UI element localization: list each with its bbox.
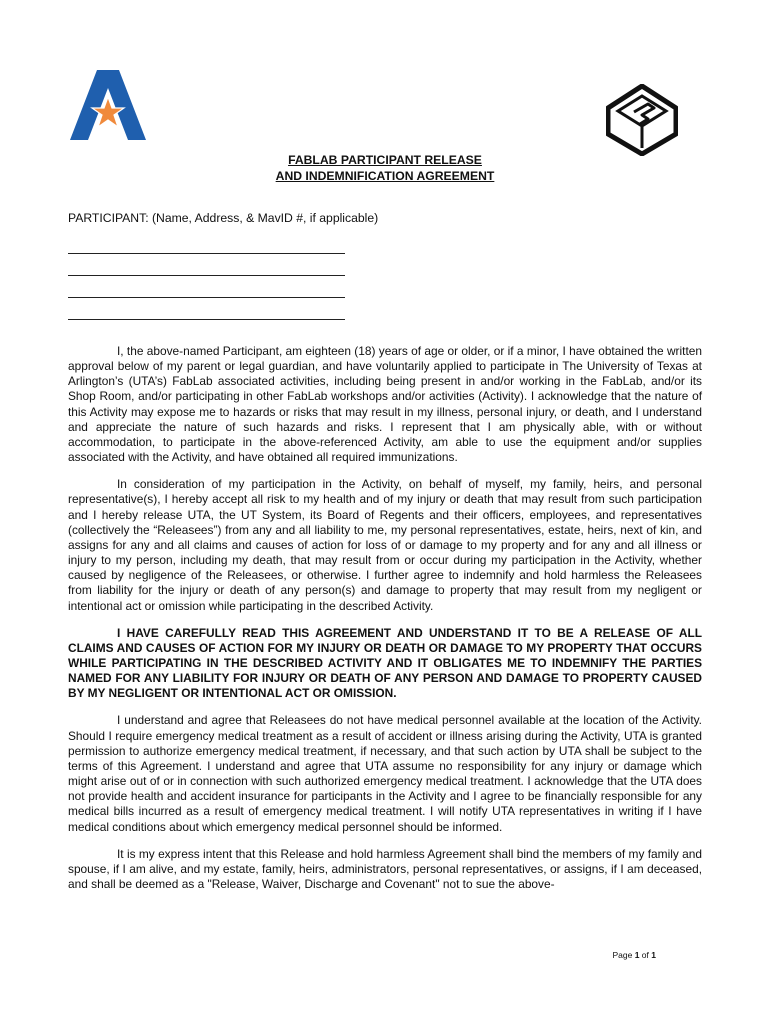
- page-word: Page: [612, 950, 633, 960]
- participant-blank-line-3[interactable]: [68, 297, 345, 298]
- paragraph-acknowledgement: I HAVE CAREFULLY READ THIS AGREEMENT AND UNDERSTAND IT TO BE A RELEASE OF ALL CLAIMS AND CAUSES OF ACTION FOR MY INJURY OR DEATH OR DAMAGE TO MY PROPERTY THAT OCCURS WHILE PARTICIPATING IN THE DESCRIBED ACTIVITY AND IT OBLIGATES ME TO INDEMNIFY THE PARTIES NAMED FOR ANY LIABILITY FOR INJURY OR DEATH OF ANY PERSON AND DAMAGE TO PROPERTY CAUSED BY MY NEGLIGENT OR INTENTIONAL ACT OR OMISSION.: [68, 625, 702, 701]
- document-title: [0, 153, 770, 184]
- title-line-2: AND INDEMNIFICATION AGREEMENT: [275, 168, 495, 183]
- paragraph-binding-intent: It is my express intent that this Release and hold harmless Agreement shall bind the members of my family and spouse, if I am alive, and my estate, family, heirs, administrators, personal representatives, or assigns, if I am deceased, and shall be deemed as a "Release, Waiver, Discharge and Covenant" not to sue the above-: [68, 846, 702, 891]
- of-word: of: [641, 950, 649, 960]
- page-number: [612, 950, 656, 960]
- participant-label: PARTICIPANT: (Name, Address, & MavID #, if applicable): [68, 211, 379, 225]
- title-line-1: FABLAB PARTICIPANT RELEASE: [288, 153, 482, 167]
- participant-blank-line-2[interactable]: [68, 275, 345, 276]
- paragraph-release: In consideration of my participation in the Activity, on behalf of myself, my family, heirs, and personal representative(s), I hereby accept all risk to my health and of my injury or death that may result from such participation and I hereby release UTA, the UT System, its Board of Regents and their officers, employees, and representatives (collectively the “Releasees”) from any and all liability to me, my personal representatives, estate, heirs, next of kin, and assigns for any and all claims and causes of action for loss of or damage to my property and for any and all illness or injury to my person, including my death, that may result from or occur during my participation in the Activity, whether caused by negligence of the Releasees, or otherwise. I further agree to indemnify and hold harmless the Releasees from liability for the injury or death of any person(s) and damage to property that may result from my negligent or intentional act or omission while participating in the described Activity.: [68, 477, 702, 613]
- agreement-body: [68, 344, 702, 904]
- participant-blank-line-4[interactable]: [68, 319, 345, 320]
- uta-logo-icon: [70, 70, 146, 140]
- fablab-logo-icon: [606, 84, 678, 156]
- total-pages: 1: [651, 950, 656, 960]
- participant-blank-line-1[interactable]: [68, 253, 345, 254]
- paragraph-participant-statement: I, the above-named Participant, am eighteen (18) years of age or older, or if a minor, I have obtained the written approval below of my parent or legal guardian, and have voluntarily applied to participate in The University of Texas at Arlington’s (UTA’s) FabLab associated activities, including being present in and/or working in the FabLab, and/or its Shop Room, and/or participating in other FabLab workshops and/or activities (Activity). I acknowledge that the nature of this Activity may expose me to hazards or risks that may result in my illness, personal injury, or death, and I understand and appreciate the nature of such hazards and risks. I represent that I am physically able, with or without accommodation, to participate in the above-referenced Activity, am able to use the equipment and/or supplies associated with the Activity, and have obtained all required immunizations.: [68, 344, 702, 465]
- paragraph-medical: I understand and agree that Releasees do not have medical personnel available at the location of the Activity. Should I require emergency medical treatment as a result of accident or illness arising during the Activity, UTA is granted permission to authorize emergency medical treatment, if necessary, and that such action by UTA shall be subject to the terms of this Agreement. I understand and agree that UTA assume no responsibility for any injury or damage which might arise out of or in connection with such authorized emergency medical treatment. I acknowledge that the UTA does not provide health and accident insurance for participants in the Activity and I agree to be financially responsible for any medical bills incurred as a result of emergency medical treatment. I will notify UTA representatives in writing if I have medical conditions about which emergency medical personnel should be informed.: [68, 713, 702, 834]
- current-page: 1: [634, 950, 640, 960]
